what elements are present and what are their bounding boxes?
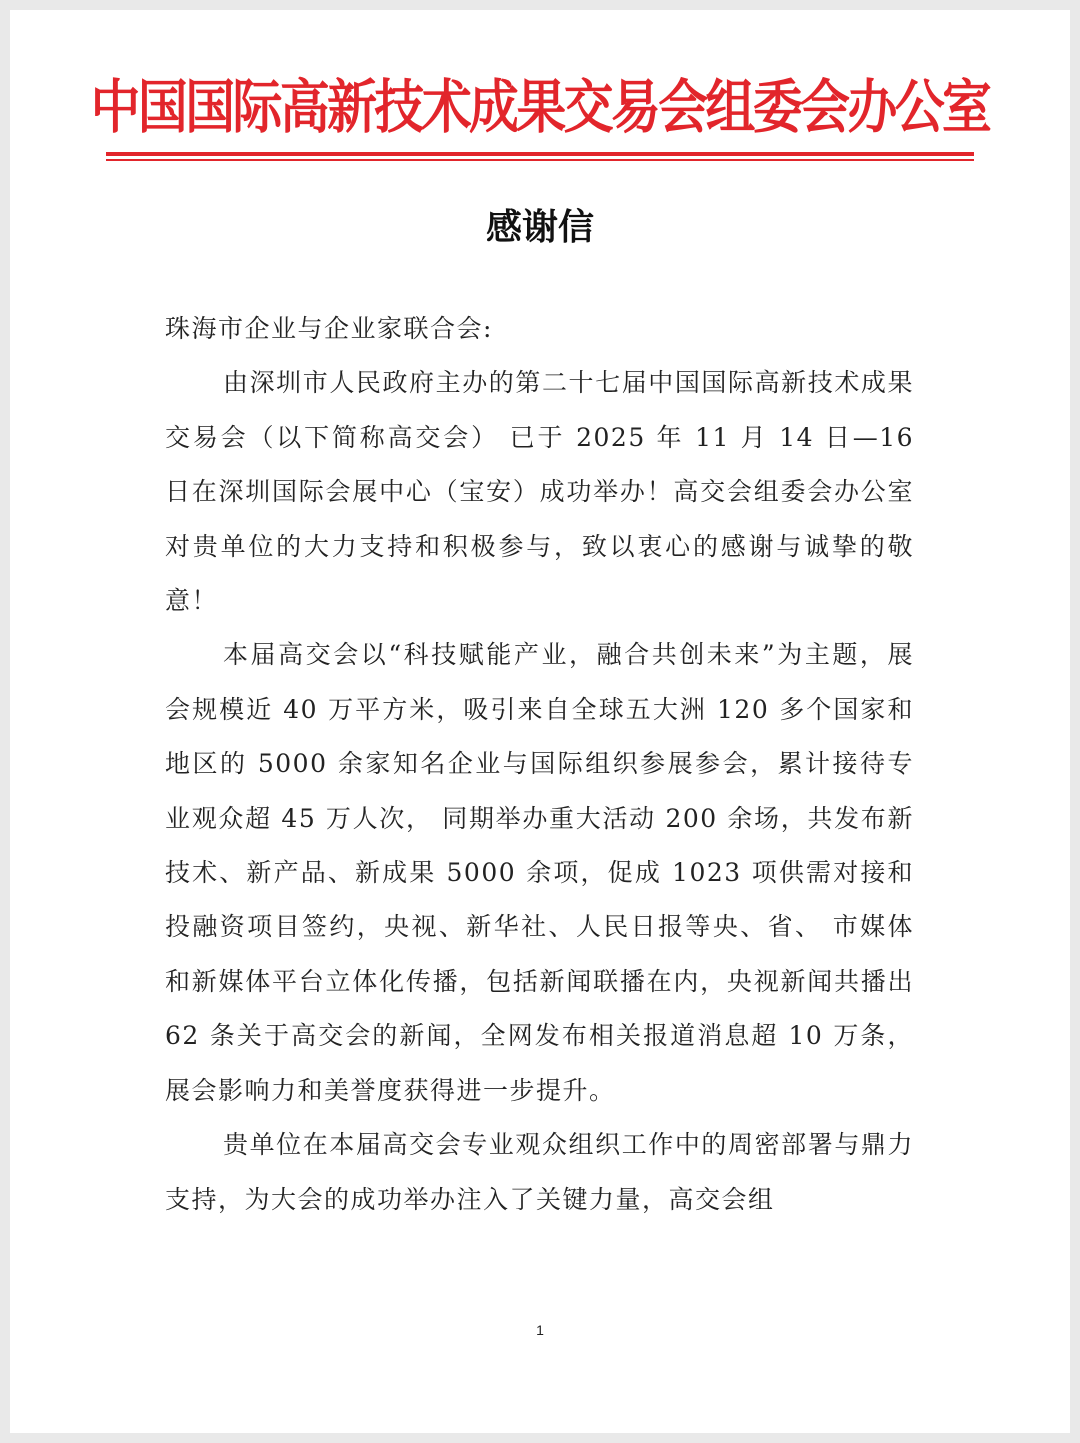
paragraph-2: 本届高交会以“科技赋能产业，融合共创未来”为主题，展会规模近 40 万平方米，吸引来自全球五大洲 120 多个国家和地区的 5000 余家知名企业与国际组织参展参会，累计接待专业观众超 45 万人次， 同期举办重大活动 200 余场，共发布新技术、新产品、新成果 5000 余项，促成 1023 项供需对接和投融资项目签约，央视、新华社、人民日报等央、省、 市媒体和新媒体平台立体化传播，包括新闻联播在内，央视新闻共播出 62 条关于高交会的新闻，全网发布相关报道消息超 10 万条，展会影响力和美誉度获得进一步提升。 [165, 640, 914, 1105]
paragraph-3: 贵单位在本届高交会专业观众组织工作中的周密部署与鼎力支持，为大会的成功举办注入了关键力量，高交会组 [165, 1130, 914, 1214]
letter-title: 感谢信 [485, 207, 594, 248]
paragraph-1: 由深圳市人民政府主办的第二十七届中国国际高新技术成果交易会（以下简称高交会） 已于 2025 年 11 月 14 日—16 日在深圳国际会展中心（宝安）成功举办！高交会组委会办公室对贵单位的大力支持和积极参与，致以衷心的感谢与诚挚的敬意！ [165, 368, 914, 616]
salutation: 珠海市企业与企业家联合会: [165, 314, 493, 343]
page-number: 1 [536, 1322, 544, 1338]
letterhead-rule-thick [106, 152, 974, 156]
letter-page [10, 10, 1070, 1433]
letterhead-title: 中国国际高新技术成果交易会组委会办公室 [90, 73, 990, 141]
letterhead-rule-thin [106, 159, 974, 161]
letter-body [165, 302, 914, 1227]
